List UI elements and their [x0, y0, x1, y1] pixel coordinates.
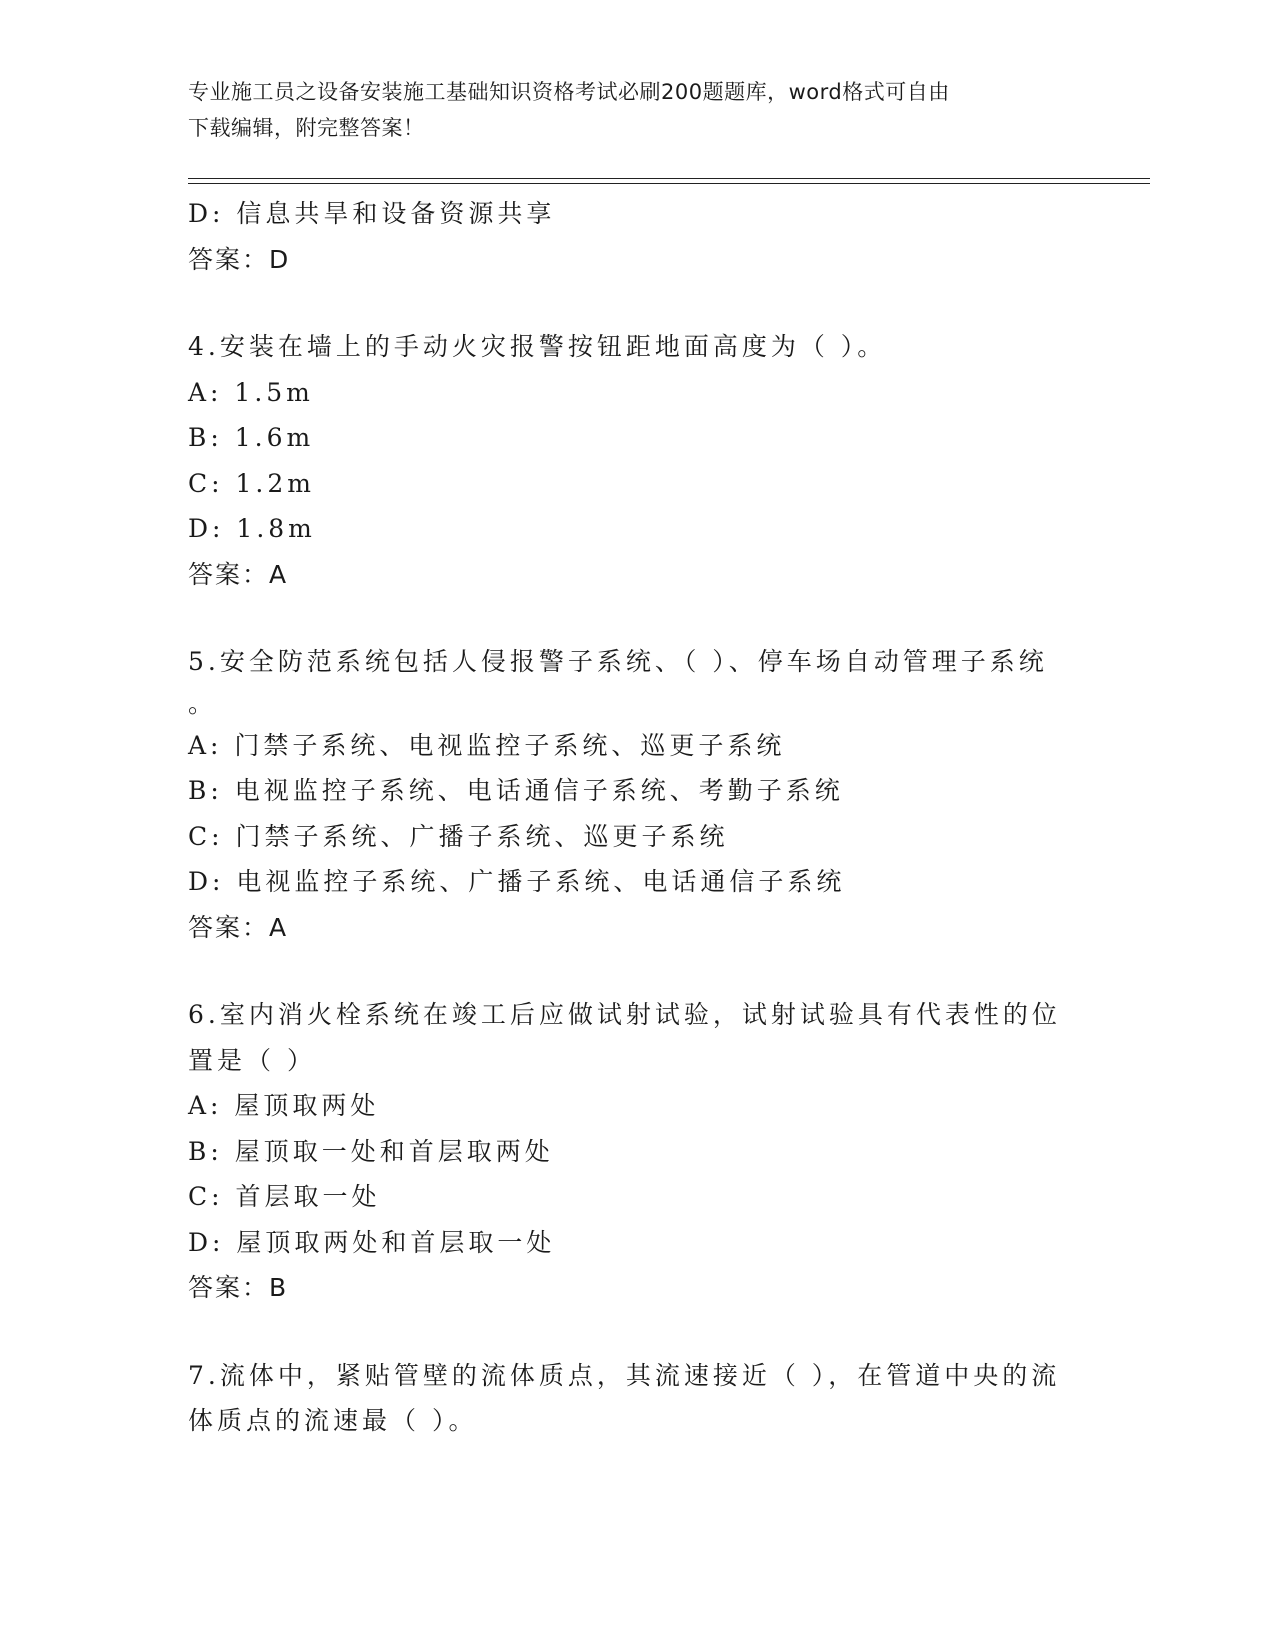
- header-title-line-1: 专业施工员之设备安装施工基础知识资格考试必刷200题题库，word格式可自由: [188, 80, 950, 104]
- question-stem: 4.安装在墙上的手动火灾报警按钮距地面高度为（ ）。: [188, 332, 887, 361]
- question-4: [188, 324, 1088, 597]
- option-d: D: 屋顶取两处和首层取一处: [188, 1227, 556, 1257]
- answer: 答案：A: [188, 559, 289, 589]
- option-b: B: 屋顶取一处和首层取两处: [188, 1136, 554, 1166]
- option-a: A: 门禁子系统、电视监控子系统、巡更子系统: [188, 730, 786, 760]
- option-c: C: 首层取一处: [188, 1182, 381, 1211]
- header-divider-top: [188, 178, 1150, 179]
- question-6: [188, 992, 1088, 1311]
- option-a: A: 1.5m: [188, 377, 314, 407]
- option-b: B: 1.6m: [188, 423, 315, 452]
- prev-option-d: D: 信息共旱和设备资源共享: [188, 199, 556, 228]
- option-d: D: 电视监控子系统、广播子系统、电话通信子系统: [188, 867, 846, 896]
- header-title-line-2: 下载编辑，附完整答案！: [188, 116, 425, 140]
- question-5: [188, 639, 1088, 950]
- spacer: [188, 950, 1088, 992]
- option-c: C: 1.2m: [188, 468, 315, 498]
- answer: 答案：A: [188, 912, 289, 942]
- question-7: [188, 1353, 1088, 1444]
- option-d: D: 1.8m: [188, 514, 316, 543]
- question-stem-continued: 体质点的流速最（ ）。: [188, 1406, 478, 1435]
- question-stem-continued: 置是（ ）: [188, 1045, 316, 1075]
- question-stem: 5.安全防范系统包括人侵报警子系统、（ ）、停车场自动管理子系统: [188, 647, 1048, 676]
- prev-answer: 答案：D: [188, 244, 291, 274]
- option-b: B: 电视监控子系统、电话通信子系统、考勤子系统: [188, 776, 844, 805]
- spacer: [188, 597, 1088, 639]
- option-c: C: 门禁子系统、广播子系统、巡更子系统: [188, 821, 729, 851]
- document-header: [188, 74, 1078, 146]
- spacer: [188, 282, 1088, 324]
- question-stem-continued: 。: [188, 688, 218, 718]
- header-divider-bottom: [188, 183, 1150, 184]
- question-stem: 7.流体中，紧贴管壁的流体质点，其流速接近（ ），在管道中央的流: [188, 1360, 1061, 1390]
- spacer: [188, 1311, 1088, 1353]
- option-a: A: 屋顶取两处: [188, 1091, 380, 1120]
- answer: 答案：B: [188, 1273, 289, 1302]
- document-body: [188, 191, 1088, 1444]
- question-stem: 6.室内消火栓系统在竣工后应做试射试验，试射试验具有代表性的位: [188, 1000, 1061, 1029]
